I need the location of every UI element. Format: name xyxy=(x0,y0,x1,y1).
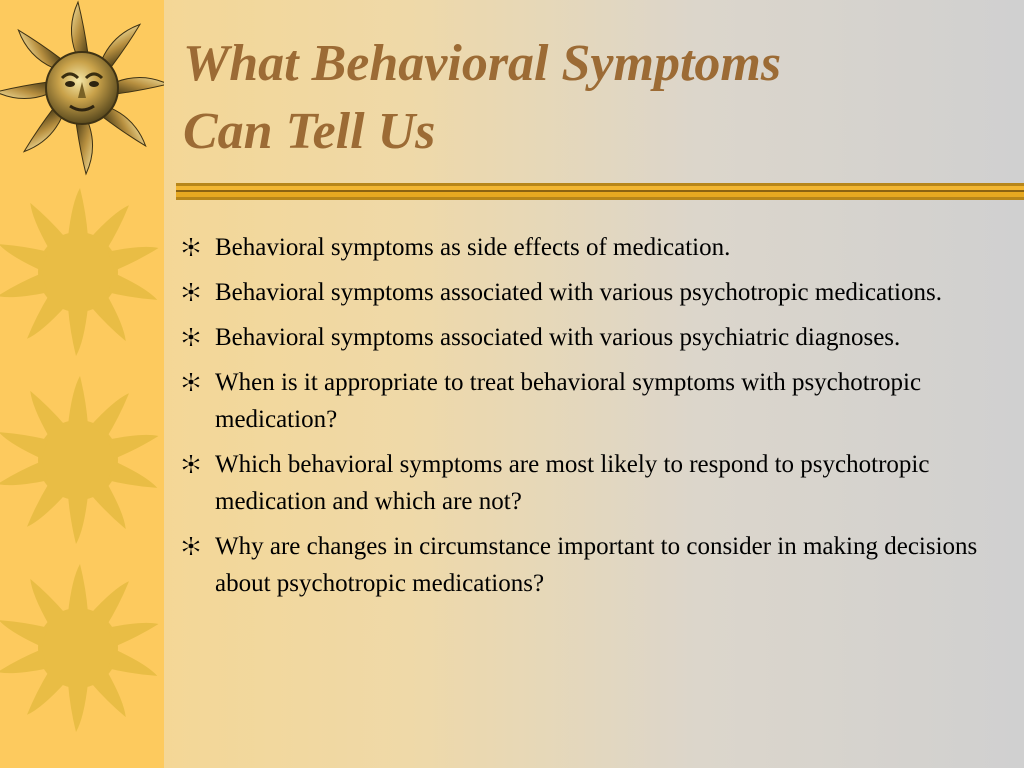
star-bullet-icon xyxy=(180,281,202,303)
list-item xyxy=(180,229,980,266)
bullet-text: Behavioral symptoms as side effects of medication. xyxy=(215,234,731,261)
decorative-sidebar xyxy=(0,0,164,768)
slide-title-line-1: What Behavioral Symptoms xyxy=(183,35,782,92)
list-item xyxy=(180,274,980,311)
bullet-text: Behavioral symptoms associated with various psychiatric diagnoses. xyxy=(215,324,901,351)
sun-icon xyxy=(0,182,164,362)
star-bullet-icon xyxy=(180,535,202,557)
list-item xyxy=(180,528,980,602)
slide-title-line-2: Can Tell Us xyxy=(183,103,436,160)
star-bullet-icon xyxy=(180,236,202,258)
title-divider xyxy=(176,183,1024,203)
bullet-list xyxy=(180,229,980,610)
bullet-text: Why are changes in circumstance important to consider in making decisions about psychotropic medications? xyxy=(215,533,978,597)
list-item xyxy=(180,319,980,356)
star-bullet-icon xyxy=(180,453,202,475)
bullet-text: Which behavioral symptoms are most likely to respond to psychotropic medication and which are not? xyxy=(215,451,930,515)
bullet-text: When is it appropriate to treat behavioral symptoms with psychotropic medication? xyxy=(215,369,922,433)
sun-face-icon xyxy=(0,0,164,176)
slide-title xyxy=(183,30,1003,166)
bullet-text: Behavioral symptoms associated with various psychotropic medications. xyxy=(215,279,942,306)
list-item xyxy=(180,364,980,438)
star-bullet-icon xyxy=(180,326,202,348)
list-item xyxy=(180,446,980,520)
sun-icon xyxy=(0,370,164,550)
star-bullet-icon xyxy=(180,371,202,393)
sun-icon xyxy=(0,558,164,738)
